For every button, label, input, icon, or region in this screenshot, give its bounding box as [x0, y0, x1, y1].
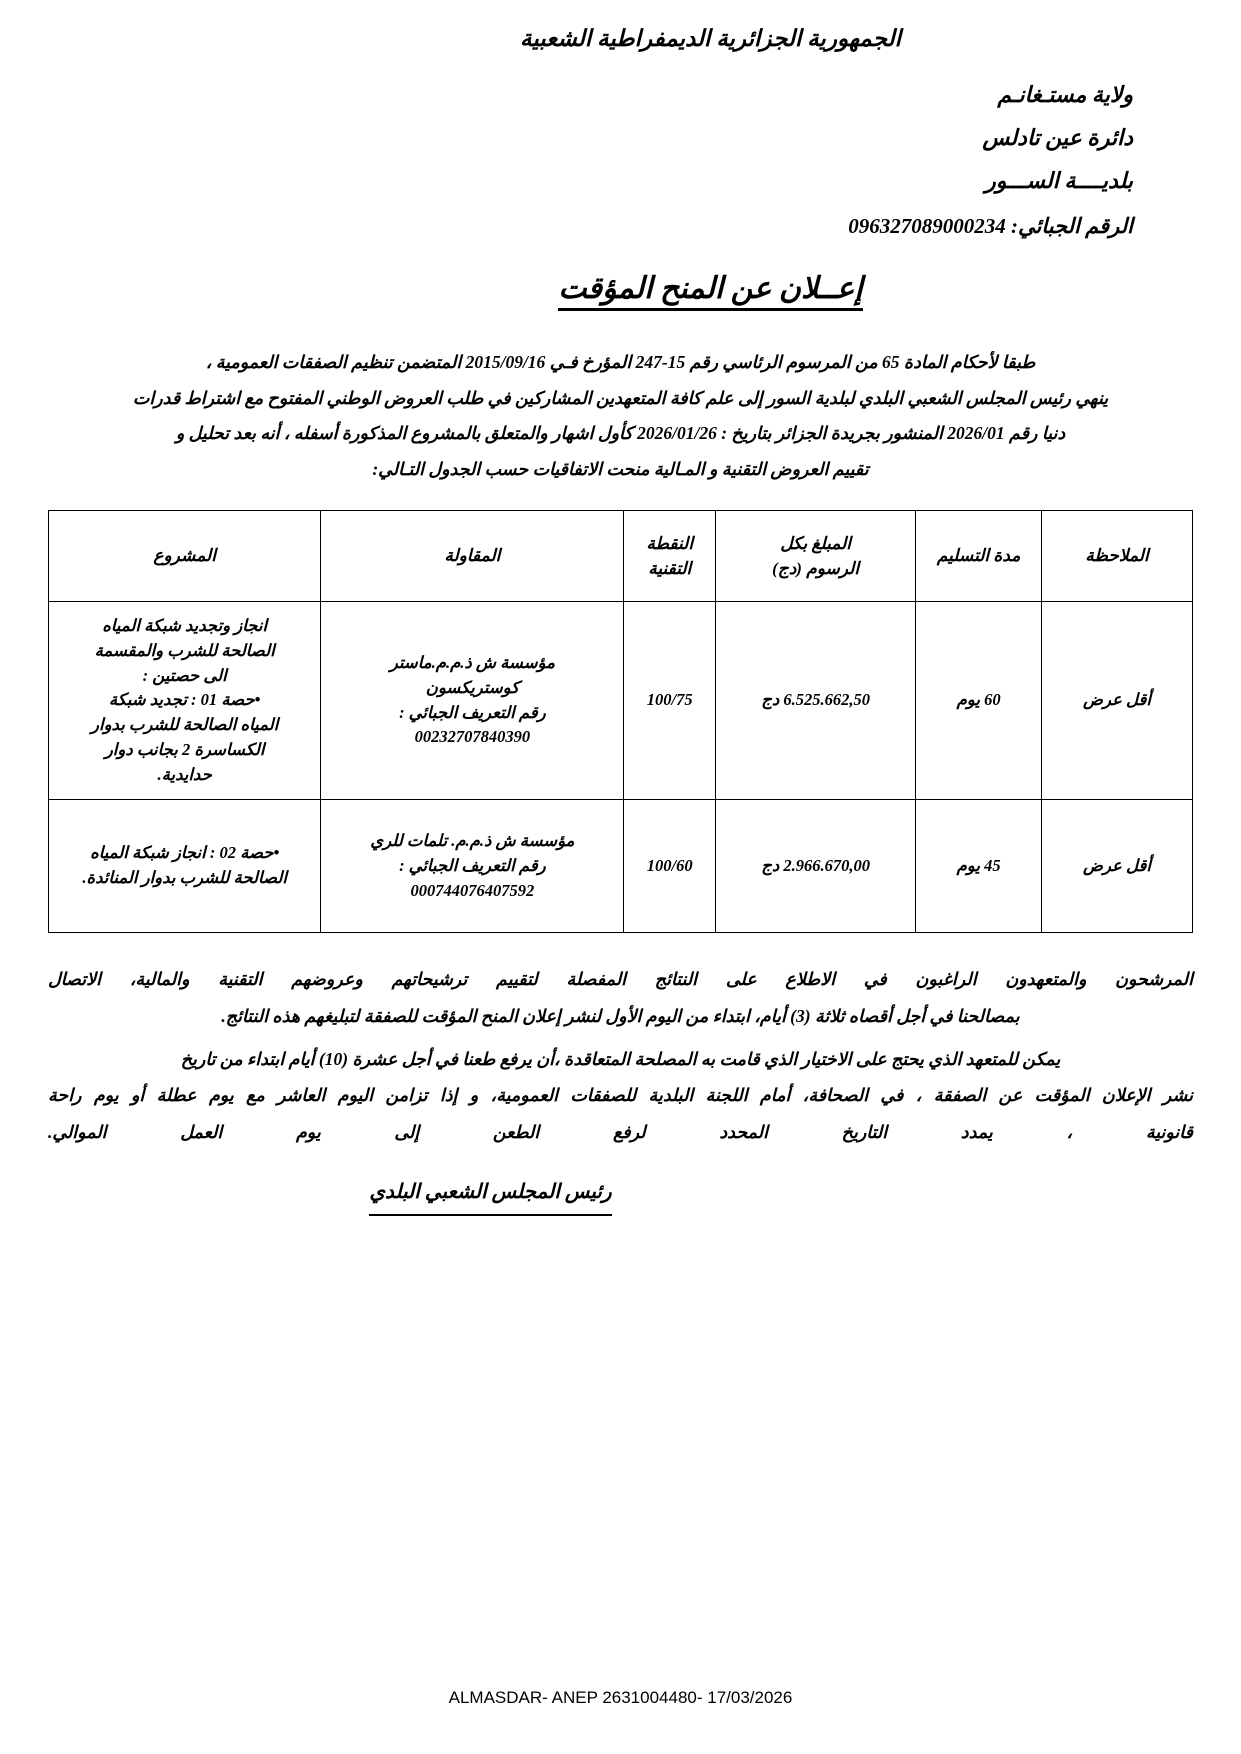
- baladiya-line: بلديــــة الســـور: [985, 167, 1133, 193]
- cell-company: [321, 602, 624, 800]
- closing-p1-line-1: المرشحون والمتعهدون الراغبون في الاطلاع على النتائج المفصلة لتقييم ترشيحاتهم وعروضهم التقنية والمالية، الاتصال: [48, 969, 1193, 990]
- project-line-2: الصالحة للشرب والمقسمة: [94, 640, 275, 660]
- table-row: [49, 800, 1193, 933]
- closing-paragraph-2: [48, 1041, 1193, 1151]
- signature-title: رئيس المجلس الشعبي البلدي: [369, 1171, 611, 1216]
- closing-section: [48, 961, 1193, 1216]
- company-name-line1: مؤسسة ش ذ.م.م.ماستر: [389, 653, 555, 673]
- company-tax-label: رقم التعريف الجبائي :: [399, 855, 546, 875]
- cell-note: أقل عرض: [1042, 602, 1193, 800]
- table-row: [49, 602, 1193, 800]
- cell-note: أقل عرض: [1042, 800, 1193, 933]
- intro-paragraph: [48, 345, 1193, 489]
- cell-amount: 2.966.670,00 دج: [715, 800, 915, 933]
- closing-paragraph-1: [48, 961, 1193, 1035]
- intro-line-2: ينهي رئيس المجلس الشعبي البلدي لبلدية السور إلى علم كافة المتعهدين المشاركين في طلب العروض الوطني المفتوح مع اشتراط قدرات: [132, 387, 1109, 408]
- column-header-amount-line1: المبلغ بكل: [780, 533, 851, 553]
- column-header-note: الملاحظة: [1042, 511, 1193, 602]
- column-header-delay: مدة التسليم: [916, 511, 1042, 602]
- project-line-6: الكساسرة 2 بجانب دوار: [104, 739, 265, 759]
- cell-delay: 45 يوم: [916, 800, 1042, 933]
- award-table: [48, 510, 1193, 933]
- tax-number-label: الرقم الجبائي:: [1011, 213, 1133, 238]
- project-line-1: انجاز وتجديد شبكة المياه: [102, 616, 268, 636]
- closing-p2-line-1: يمكن للمتعهد الذي يحتج على الاختيار الذي قامت به المصلحة المتعاقدة ،أن يرفع طعنا في أجل عشرة (10) أيام ابتداء من تاريخ: [180, 1048, 1061, 1069]
- document-title-container: [48, 271, 1193, 311]
- project-line-2: الصالحة للشرب بدوار المنائدة.: [82, 868, 287, 888]
- daira-line: دائرة عين تادلس: [982, 124, 1133, 150]
- project-line-1: •حصة 02 : انجاز شبكة المياه: [90, 843, 280, 863]
- cell-company: [321, 800, 624, 933]
- intro-line-1: طبقا لأحكام المادة 65 من المرسوم الرئاسي رقم 15-247 المؤرخ فـي 2015/09/16 المتضمن تنظيم الصفقات العمومية ،: [205, 351, 1036, 372]
- republic-heading: الجمهورية الجزائرية الديمفراطية الشعبية: [520, 26, 901, 51]
- column-header-score-line1: النقطة: [646, 533, 694, 553]
- table-header-row: [49, 511, 1193, 602]
- company-name-line2: كوستريكسون: [425, 677, 520, 697]
- project-line-3: الى حصتين :: [142, 665, 227, 685]
- company-tax-number: 000744076407592: [410, 880, 535, 900]
- cell-amount: 6.525.662,50 دج: [715, 602, 915, 800]
- signature-container: [48, 1171, 1193, 1216]
- tax-number-line: [48, 205, 1133, 247]
- intro-line-3: دنيا رقم 2026/01 المنشور بجريدة الجزائر بتاريخ : 2026/01/26 كأول اشهار والمتعلق بالمشروع المذكورة أسفله ، أنه بعد تحليل و: [175, 423, 1066, 444]
- column-header-project: المشروع: [49, 511, 321, 602]
- project-line-7: حدايدية.: [157, 764, 212, 784]
- column-header-score-line2: التقنية: [648, 559, 692, 579]
- footer-reference: ALMASDAR- ANEP 2631004480- 17/03/2026: [448, 1688, 793, 1707]
- company-name-line1: مؤسسة ش ذ.م.م. تلمات للري: [370, 831, 575, 851]
- closing-p2-line-3: قانونية ، يمدد التاريخ المحدد لرفع الطعن إلى يوم العمل الموالي.: [48, 1122, 1193, 1143]
- project-line-4: •حصة 01 : تجديد شبكة: [108, 690, 261, 710]
- column-header-score: [624, 511, 716, 602]
- cell-score: 100/60: [624, 800, 716, 933]
- cell-project: [49, 800, 321, 933]
- administration-block: [48, 74, 1193, 247]
- project-line-5: المياه الصالحة للشرب بدوار: [91, 715, 279, 735]
- column-header-company: المقاولة: [321, 511, 624, 602]
- cell-score: 100/75: [624, 602, 716, 800]
- page-title: إعــلان عن المنح المؤقت: [558, 271, 862, 311]
- wilaya-line: ولاية مستـغانـم: [997, 82, 1133, 107]
- column-header-amount-line2: الرسوم (دج): [772, 559, 860, 579]
- intro-line-4: تقييم العروض التقنية و المـالية منحت الاتفاقيات حسب الجدول التـالي:: [372, 459, 869, 480]
- closing-p2-line-2: نشر الإعلان المؤقت عن الصفقة ، في الصحافة، أمام اللجنة البلدية للصفقات العمومية، و إذا تزامن اليوم العاشر مع يوم عطلة أو يوم راحة: [48, 1085, 1193, 1106]
- company-tax-number: 00232707840390: [414, 727, 531, 747]
- tax-number-value: 096327089000234: [848, 213, 1006, 238]
- cell-delay: 60 يوم: [916, 602, 1042, 800]
- cell-project: [49, 602, 321, 800]
- closing-p1-line-2: بمصالحنا في أجل أقصاه ثلاثة (3) أيام، ابتداء من اليوم الأول لنشر إعلان المنح المؤقت للصفقة لتبليغهم هذه النتائج.: [221, 1005, 1020, 1026]
- column-header-amount: [715, 511, 915, 602]
- company-tax-label: رقم التعريف الجبائي :: [399, 702, 546, 722]
